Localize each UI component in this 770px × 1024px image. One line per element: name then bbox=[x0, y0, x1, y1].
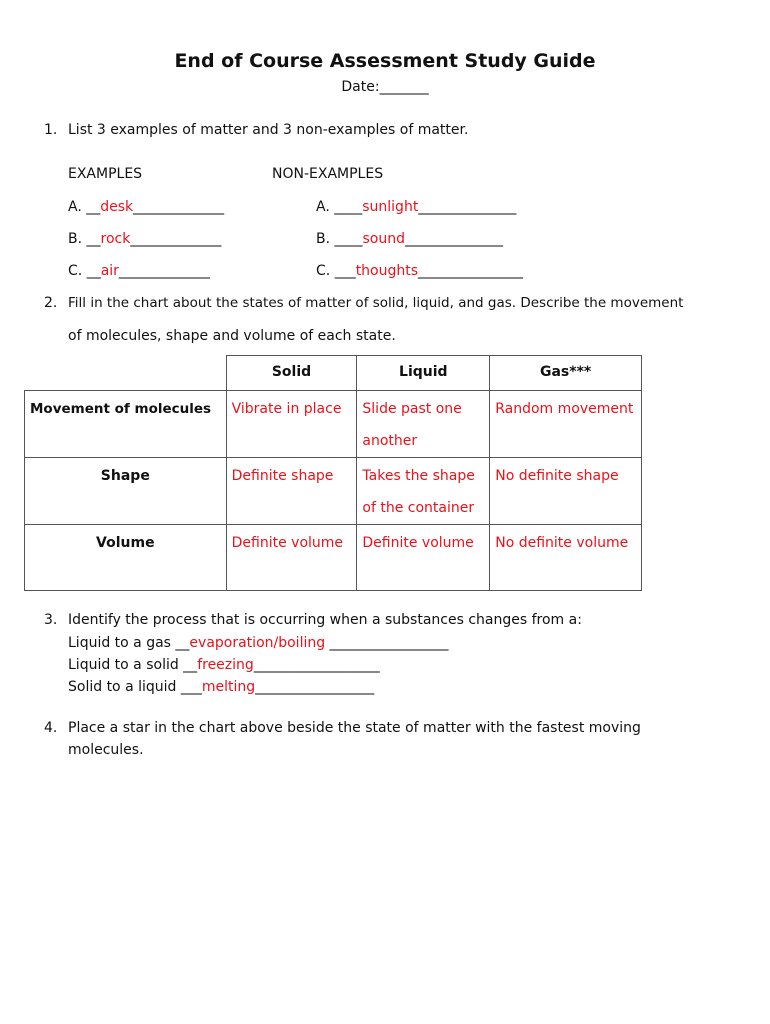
nonexample-letter: B. bbox=[316, 231, 331, 247]
q2-number: 2. bbox=[44, 295, 58, 311]
blank: __________________ bbox=[253, 657, 380, 673]
q1-number: 1. bbox=[44, 122, 58, 138]
row-header-volume: Volume bbox=[25, 525, 227, 591]
example-b bbox=[68, 231, 221, 247]
nonexamples-header: NON-EXAMPLES bbox=[272, 166, 384, 182]
q3-answer: freezing bbox=[197, 657, 254, 673]
row-header-movement: Movement of molecules bbox=[25, 391, 227, 458]
example-a bbox=[68, 199, 224, 215]
q4-text-line2: molecules. bbox=[68, 742, 144, 758]
nonexample-answer: sound bbox=[362, 231, 406, 247]
q4-text-line1: Place a star in the chart above beside the state of matter with the fastest moving bbox=[68, 720, 641, 736]
q3-prompt: Solid to a liquid ___ bbox=[68, 679, 202, 695]
q1-text: List 3 examples of matter and 3 non-examples of matter. bbox=[68, 122, 469, 138]
q3-text: Identify the process that is occurring when a substances changes from a: bbox=[68, 612, 582, 628]
column-header-gas: Gas*** bbox=[490, 356, 642, 391]
states-of-matter-table bbox=[24, 355, 642, 591]
example-letter: B. bbox=[68, 231, 83, 247]
table-cell: Random movement bbox=[490, 391, 642, 458]
q4-number: 4. bbox=[44, 720, 58, 736]
blank: __ bbox=[86, 199, 101, 215]
blank: ____ bbox=[334, 231, 363, 247]
table-corner bbox=[25, 356, 227, 391]
blank: _______________ bbox=[418, 263, 524, 279]
date-field: Date:_______ bbox=[341, 79, 429, 95]
blank: __ bbox=[86, 231, 101, 247]
page-title: End of Course Assessment Study Guide bbox=[174, 50, 596, 72]
q3-item-liquid-to-gas bbox=[68, 632, 449, 654]
nonexample-letter: C. bbox=[316, 263, 331, 279]
example-c bbox=[68, 263, 210, 279]
q3-item-liquid-to-solid bbox=[68, 654, 380, 676]
q2-text-line1: Fill in the chart about the states of matter of solid, liquid, and gas. Describe the movement bbox=[68, 295, 684, 311]
table-cell: No definite shape bbox=[490, 458, 642, 525]
blank: _____________ bbox=[130, 231, 222, 247]
blank: ______________ bbox=[405, 231, 504, 247]
blank: _________________ bbox=[255, 679, 375, 695]
table-row bbox=[25, 525, 642, 591]
example-answer: air bbox=[100, 263, 119, 279]
example-letter: A. bbox=[68, 199, 82, 215]
column-header-solid: Solid bbox=[226, 356, 357, 391]
blank: __ bbox=[86, 263, 101, 279]
blank: ____ bbox=[334, 199, 363, 215]
table-row bbox=[25, 458, 642, 525]
example-answer: desk bbox=[100, 199, 134, 215]
q2-text-line2: of molecules, shape and volume of each state. bbox=[68, 328, 396, 344]
table-header-row bbox=[25, 356, 642, 391]
column-header-liquid: Liquid bbox=[357, 356, 490, 391]
table-cell: Definite volume bbox=[357, 525, 490, 591]
q3-number: 3. bbox=[44, 612, 58, 628]
example-letter: C. bbox=[68, 263, 83, 279]
q3-item-solid-to-liquid bbox=[68, 676, 374, 698]
row-header-shape: Shape bbox=[25, 458, 227, 525]
nonexample-answer: sunlight bbox=[362, 199, 419, 215]
q3-answer: melting bbox=[201, 679, 256, 695]
q3-answer: evaporation/boiling bbox=[189, 635, 326, 651]
table-cell: Takes the shape of the container bbox=[357, 458, 490, 525]
blank: ______________ bbox=[418, 199, 517, 215]
nonexample-a bbox=[316, 199, 516, 215]
table-cell: Definite volume bbox=[226, 525, 357, 591]
nonexample-c bbox=[316, 263, 523, 279]
example-answer: rock bbox=[100, 231, 131, 247]
table-cell: Vibrate in place bbox=[226, 391, 357, 458]
examples-header: EXAMPLES bbox=[68, 166, 143, 182]
q3-prompt: Liquid to a solid __ bbox=[68, 657, 198, 673]
blank: _____________ bbox=[133, 199, 225, 215]
table-cell: Slide past one another bbox=[357, 391, 490, 458]
table-row bbox=[25, 391, 642, 458]
blank: _____________ bbox=[118, 263, 210, 279]
q3-prompt: Liquid to a gas __ bbox=[68, 635, 190, 651]
nonexample-answer: thoughts bbox=[355, 263, 419, 279]
nonexample-letter: A. bbox=[316, 199, 330, 215]
nonexample-b bbox=[316, 231, 503, 247]
table-cell: No definite volume bbox=[490, 525, 642, 591]
table-cell: Definite shape bbox=[226, 458, 357, 525]
blank: _________________ bbox=[325, 635, 449, 651]
blank: ___ bbox=[334, 263, 356, 279]
